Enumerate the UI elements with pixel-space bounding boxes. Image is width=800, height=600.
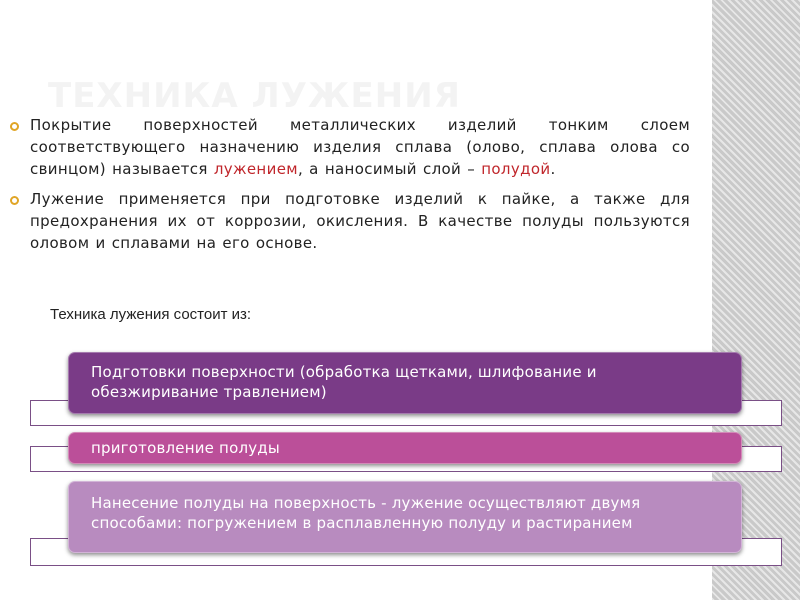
bullet-circle-icon bbox=[10, 122, 19, 131]
bullet-text-part: . bbox=[550, 160, 556, 178]
term-luzhenie: лужением bbox=[213, 160, 298, 178]
step-label: Нанесение полуды на поверхность - лужение осуществляют двумя способами: погружением в расплавленную полуду и растиранием bbox=[91, 494, 641, 532]
bullet-circle-icon bbox=[10, 196, 19, 205]
step-surface-preparation bbox=[68, 352, 742, 414]
bullet-item bbox=[10, 114, 690, 180]
bullet-item bbox=[10, 188, 690, 254]
bullet-text bbox=[30, 114, 690, 180]
bullet-text-part: , а наносимый слой – bbox=[297, 160, 482, 178]
bullet-text-part: Покрытие поверхностей металлических изделий тонким слоем соответствующего назначению изделия сплава (олово, сплава олова со свинцом) называется bbox=[30, 116, 690, 178]
term-poluda: полудой bbox=[481, 160, 551, 178]
step-label: приготовление полуды bbox=[91, 439, 280, 457]
bullet-text: Лужение применяется при подготовке изделий к пайке, а также для предохранения их от коррозии, окисления. В качестве полуды пользуются оловом и сплавами на его основе. bbox=[30, 190, 690, 252]
steps-intro-text: Техника лужения состоит из: bbox=[50, 306, 252, 323]
slide-title: ТЕХНИКА ЛУЖЕНИЯ bbox=[48, 76, 461, 116]
bullet-list bbox=[10, 114, 690, 262]
step-label: Подготовки поверхности (обработка щетками, шлифование и обезжиривание травлением) bbox=[91, 363, 597, 401]
step-poluda-preparation bbox=[68, 432, 742, 464]
step-poluda-application bbox=[68, 481, 742, 553]
